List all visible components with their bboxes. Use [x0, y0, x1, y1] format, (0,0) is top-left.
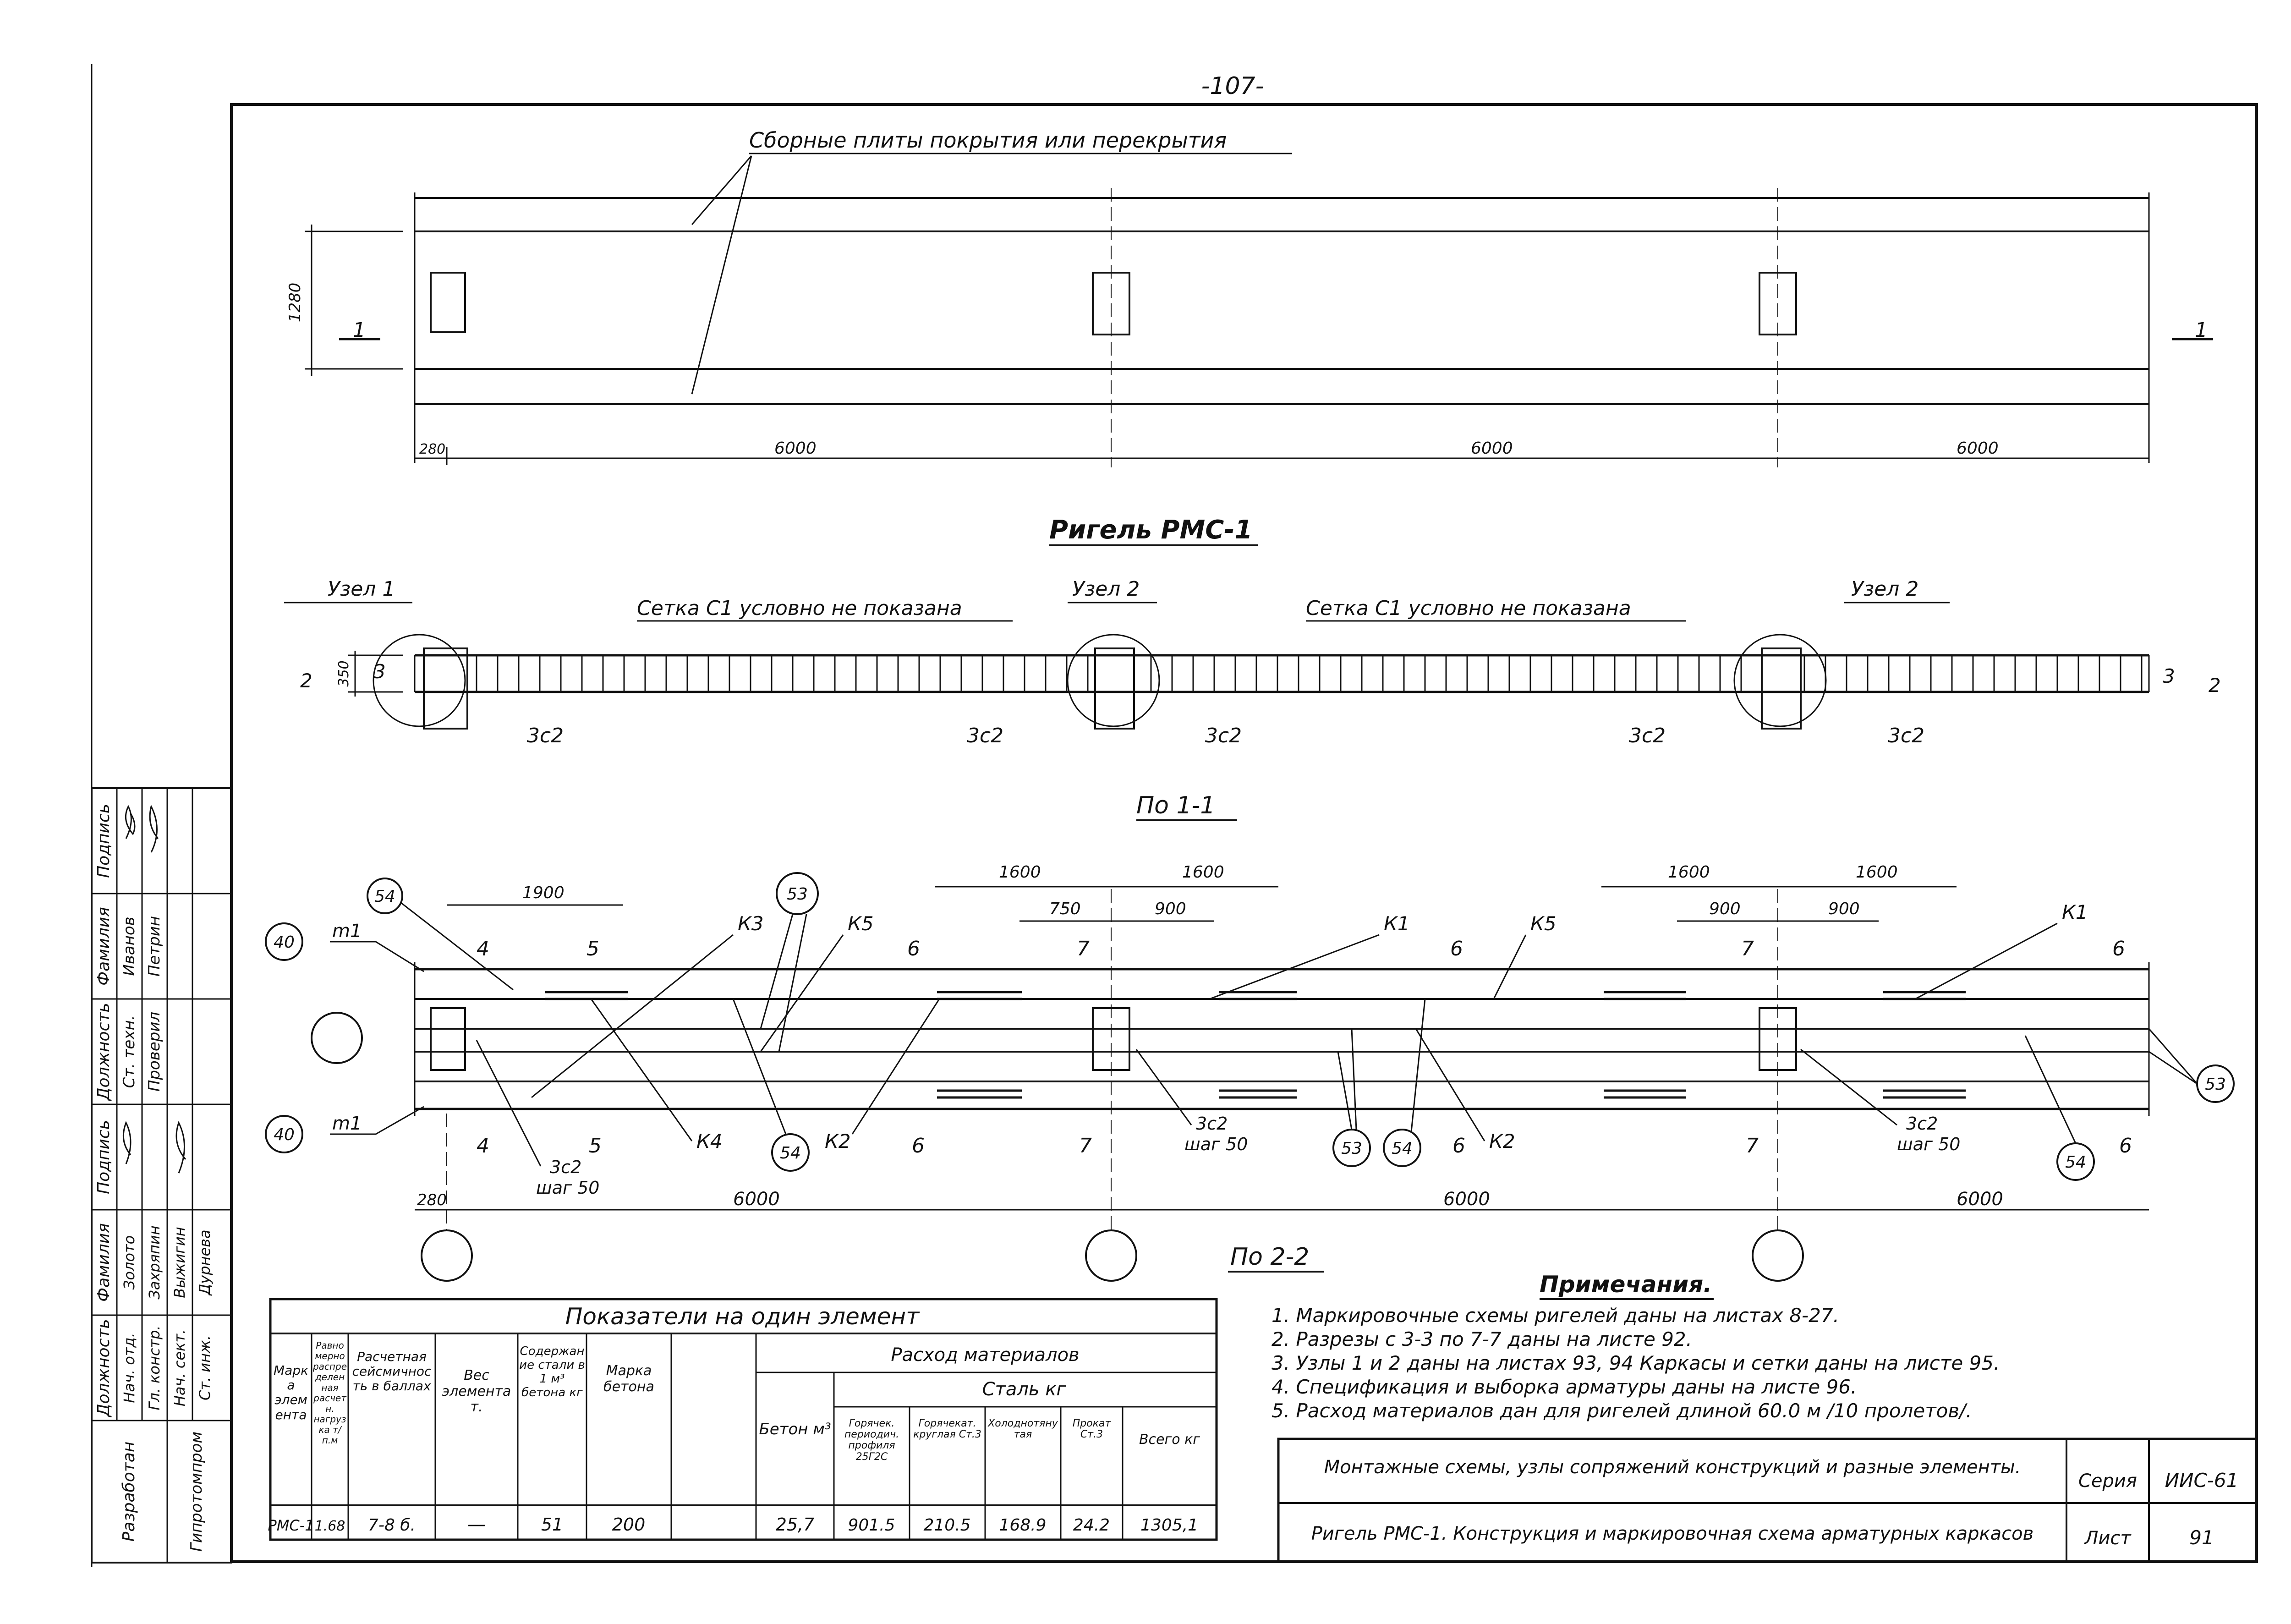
stamp-b-row2-pos: Проверил: [145, 1011, 164, 1092]
dim-1600-c: 1600: [1668, 863, 1710, 882]
plan-height-dim: 1280: [286, 282, 304, 323]
cell-mark: РМС-1: [268, 1517, 314, 1534]
stamp-org: Гипротомпром: [187, 1431, 206, 1552]
node-left-label: Узел 1: [328, 577, 395, 601]
node-mid-label: Узел 2: [1072, 577, 1140, 601]
signature-3: [123, 1123, 131, 1164]
dim-1600-d: 1600: [1856, 863, 1898, 882]
mesh-note-2: Сетка С1 условно не показана: [1306, 597, 1631, 620]
sec-mark-6-bottom-a: 6: [912, 1134, 925, 1158]
stamp-b-row1-pos: Ст. техн.: [120, 1015, 138, 1088]
note-3: 3. Узлы 1 и 2 даны на листах 93, 94 Каркасы и сетки даны на листе 95.: [1272, 1352, 2000, 1374]
pos-54-b-label: 54: [780, 1144, 801, 1163]
s11-span-1: 6000: [733, 1189, 780, 1210]
stamp-b-row2-name: Петрин: [145, 916, 164, 977]
hdr-concrete-grade: Марка бетона: [603, 1363, 654, 1395]
title-topic: Монтажные схемы, узлы сопряжений конструкций и разные элементы.: [1324, 1457, 2021, 1478]
sec-mark-7-top-b: 7: [1741, 937, 1754, 960]
frame-label-2: 3с2: [967, 724, 1004, 747]
elevation-view: [284, 515, 2221, 747]
sheet-label: Лист: [2084, 1528, 2131, 1549]
signature-4: [176, 1123, 186, 1173]
step-label-2b: шаг 50: [1184, 1134, 1248, 1154]
axis-circle-1: [422, 1230, 472, 1281]
axis-circle-left: [312, 1013, 362, 1063]
s11-span-2: 6000: [1443, 1189, 1490, 1210]
dim-1600-b: 1600: [1182, 863, 1224, 882]
note-5: 5. Расход материалов дан для ригелей длиной 60.0 м /10 пролетов/.: [1272, 1399, 1972, 1422]
hdr-total: Всего кг: [1139, 1432, 1200, 1448]
stamp-col-position-a: Должность: [94, 1319, 113, 1417]
cell-seismic: 7-8 б.: [368, 1516, 416, 1535]
stamp-a-row2-name: Захряпин: [146, 1225, 163, 1300]
stamp-col-position-b: Должность: [94, 1003, 113, 1101]
stamp-a-row2-pos: Гл. констр.: [146, 1325, 163, 1410]
series-label: Серия: [2078, 1470, 2137, 1492]
section-marks-top: [477, 937, 2125, 960]
cell-total: 1305,1: [1140, 1516, 1198, 1535]
step-label-3b: шаг 50: [1897, 1134, 1961, 1154]
plan-edge-dim: 280: [419, 441, 446, 457]
sec-mark-6-top-a: 6: [907, 937, 920, 960]
frame-k1-b: К1: [2062, 901, 2088, 923]
approval-stamp: [92, 788, 231, 1563]
axis-circle-3: [1753, 1230, 1803, 1281]
pos-40-b-label: 40: [274, 1125, 295, 1144]
s11-span-3: 6000: [1957, 1189, 2003, 1210]
frame-label-4: 3с2: [1629, 724, 1666, 747]
hdr-load: Равномерно распределенная расчетн. нагрузка т/п.м: [312, 1340, 347, 1446]
plan-column-1: [431, 273, 465, 332]
notes-block: [1272, 1271, 2000, 1422]
step-label-3a: 3с2: [1906, 1114, 1938, 1134]
cell-concrete: 25,7: [775, 1514, 815, 1535]
cell-concrete-grade: 200: [612, 1514, 646, 1535]
dim-1600-a: 1600: [999, 863, 1041, 882]
notes-title: Примечания.: [1540, 1271, 1712, 1298]
section-1-1-title: По 1-1: [1136, 792, 1216, 819]
hdr-weight: Вес элемента т.: [442, 1367, 511, 1415]
section-1-1-view: [266, 792, 2234, 1281]
hdr-hot-periodic: Горячек. периодич. профиля 25Г2С: [844, 1418, 899, 1463]
cell-rolled: 24.2: [1073, 1516, 1110, 1535]
rod-m1-top: m1: [332, 921, 362, 942]
pos-53-b-label: 53: [1341, 1139, 1362, 1158]
stamp-a-row1-pos: Нач. отд.: [121, 1333, 138, 1403]
node-right-label: Узел 2: [1851, 577, 1919, 601]
elevation-height-dim: 350: [336, 660, 352, 687]
dimension-chains: [415, 863, 2149, 1210]
hdr-rolled: Прокат Ст.3: [1072, 1418, 1111, 1441]
signature-2: [150, 807, 158, 852]
hdr-seismic: Расчетная сейсмичность в баллах: [352, 1349, 432, 1394]
dim-1900: 1900: [522, 883, 565, 902]
hdr-mark: Марка элемента: [273, 1363, 308, 1422]
title-drawing: Ригель РМС-1. Конструкция и маркировочная схема арматурных каркасов: [1311, 1523, 2034, 1544]
plan-caption: Сборные плиты покрытия или перекрытия: [749, 128, 1227, 153]
plan-span-1: 6000: [774, 439, 817, 458]
plan-view: [286, 128, 2213, 467]
sec-mark-7-top-a: 7: [1077, 937, 1090, 960]
note-2: 2. Разрезы с 3-3 по 7-7 даны на листе 92.: [1272, 1328, 1692, 1350]
indicators-table: [268, 1299, 1217, 1540]
hdr-materials: Расход материалов: [891, 1344, 1080, 1366]
sec-mark-6-top-b: 6: [1450, 937, 1463, 960]
plan-span-2: 6000: [1471, 439, 1513, 458]
dim-900-c: 900: [1828, 900, 1860, 918]
hdr-hot-round: Горячекат. круглая Ст.3: [913, 1418, 981, 1441]
frame-k3: К3: [738, 912, 764, 935]
note-4: 4. Спецификация и выборка арматуры даны на листе 96.: [1272, 1376, 1857, 1398]
frame-label-5: 3с2: [1888, 724, 1925, 747]
hdr-steel: Сталь кг: [982, 1379, 1066, 1400]
note-1: 1. Маркировочные схемы ригелей даны на листах 8-27.: [1272, 1304, 1839, 1327]
frame-label-3: 3с2: [1205, 724, 1242, 747]
s11-edge-dim: 280: [417, 1191, 447, 1209]
stamp-a-row1-name: Золото: [121, 1235, 138, 1290]
section-marks-bottom: [477, 1134, 2132, 1158]
sec-mark-7-bottom-a: 7: [1079, 1134, 1092, 1158]
frame-k4: К4: [696, 1130, 723, 1152]
stirrup-ticks: [477, 655, 2142, 692]
stamp-developer: Разработан: [120, 1441, 138, 1542]
dim-900-b: 900: [1709, 900, 1741, 918]
sec-mark-4-bottom: 4: [477, 1134, 489, 1158]
plan-section-mark-right: 1: [2195, 318, 2208, 342]
frame-k5-a: К5: [848, 912, 874, 935]
elevation-title: Ригель РМС-1: [1049, 515, 1253, 545]
sec-mark-6-bottom-b: 6: [1452, 1134, 1465, 1158]
sec-mark-6-bottom-c: 6: [2119, 1134, 2132, 1158]
section-3-right: 3: [2163, 665, 2175, 687]
sheet-value: 91: [2189, 1526, 2214, 1549]
cell-weight: —: [467, 1514, 486, 1535]
series-value: ИИС-61: [2165, 1469, 2239, 1492]
pos-53-a-label: 53: [787, 885, 808, 904]
hdr-steel-content: Содержание стали в 1 м³ бетона кг: [519, 1344, 585, 1399]
frame-callouts: [532, 901, 2088, 1152]
cell-hot-periodic: 901.5: [848, 1516, 895, 1535]
stamp-a-row3-name: Выжигин: [171, 1227, 188, 1298]
stamp-col-name-a: Фамилия: [94, 1223, 113, 1302]
signature-1: [126, 807, 135, 839]
cell-load: 1.68: [314, 1518, 345, 1534]
table-title: Показатели на один элемент: [565, 1303, 920, 1330]
sec-mark-4-top: 4: [477, 937, 489, 960]
rod-m1-bottom: m1: [332, 1113, 362, 1134]
frame-k2-b: К2: [1489, 1130, 1515, 1152]
frame-k2-a: К2: [825, 1130, 851, 1152]
plan-section-mark-left: 1: [353, 318, 366, 342]
sec-mark-7-bottom-b: 7: [1746, 1134, 1759, 1158]
stamp-a-row4-pos: Ст. инж.: [196, 1335, 214, 1401]
pos-54-d-label: 54: [2065, 1153, 2086, 1172]
plan-span-3: 6000: [1957, 439, 1999, 458]
pos-54-c-label: 54: [1392, 1139, 1413, 1158]
hdr-concrete: Бетон м³: [759, 1420, 831, 1438]
cell-steel-content: 51: [541, 1514, 564, 1535]
cell-cold-drawn: 168.9: [999, 1516, 1047, 1535]
dim-750: 750: [1049, 900, 1081, 918]
page-number: -107-: [1201, 72, 1264, 100]
section-2-left: 2: [300, 669, 312, 692]
section-3-left: 3: [373, 660, 386, 683]
pos-54-a-label: 54: [374, 887, 395, 906]
title-block: [1278, 1439, 2257, 1562]
pos-53-c-label: 53: [2205, 1075, 2226, 1094]
section-2-2-title: По 2-2: [1230, 1243, 1310, 1271]
frame-label-1: 3с2: [527, 724, 564, 747]
section-2-right: 2: [2209, 674, 2221, 697]
step-label-1b: шаг 50: [536, 1178, 600, 1198]
step-label-2a: 3с2: [1196, 1114, 1228, 1134]
frame-k5-b: К5: [1530, 912, 1557, 935]
stamp-col-sign-b: Подпись: [94, 804, 113, 878]
pos-40-a-label: 40: [274, 933, 295, 952]
mesh-note-1: Сетка С1 условно не показана: [637, 597, 962, 620]
stamp-b-row1-name: Иванов: [120, 916, 138, 976]
stamp-col-name-b: Фамилия: [94, 907, 113, 986]
step-label-1a: 3с2: [550, 1157, 582, 1177]
dim-900-a: 900: [1155, 900, 1186, 918]
stamp-a-row4-name: Дурнева: [196, 1229, 214, 1295]
frame-k1-a: К1: [1384, 912, 1410, 935]
sec-mark-5-bottom: 5: [589, 1134, 602, 1158]
hdr-cold-drawn: Холоднотянутая: [988, 1418, 1058, 1441]
sec-mark-6-top-c: 6: [2112, 937, 2125, 960]
stamp-col-sign-a: Подпись: [94, 1120, 113, 1194]
cell-hot-round: 210.5: [923, 1516, 971, 1535]
axis-circle-2: [1086, 1230, 1136, 1281]
stamp-a-row3-pos: Нач. сект.: [171, 1329, 188, 1407]
sec-mark-5-top: 5: [586, 937, 599, 960]
